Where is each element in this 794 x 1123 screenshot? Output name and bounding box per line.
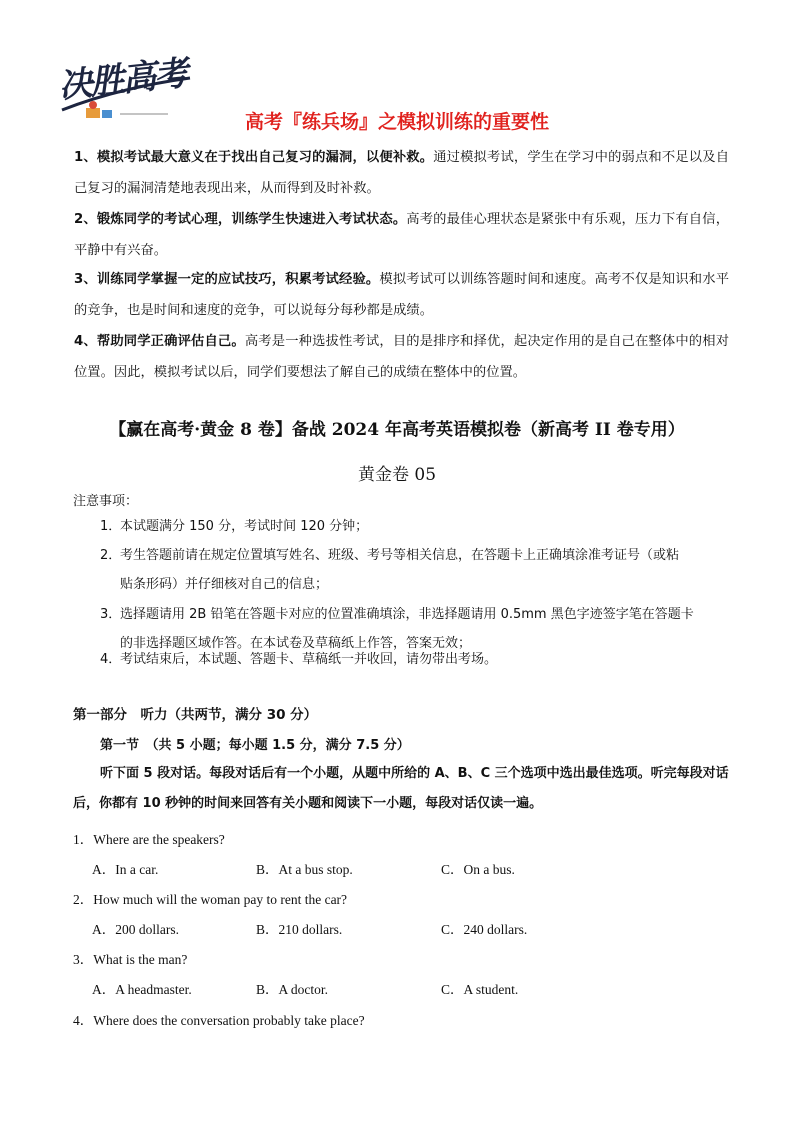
option-a: A．In a car. <box>92 862 159 877</box>
importance-body: 模拟考试可以训练答题时间和速度。高考不仅是知识和水平的竞争，也是时间和速度的竞争，可以说每分每秒都是成绩。 <box>74 272 729 318</box>
note-text: 选择题请用 2B 铅笔在答题卡对应的位置准确填涂，非选择题请用 0.5mm 黑色字迹签字笔在答题卡 <box>120 607 694 622</box>
note-number: 4． <box>100 652 122 667</box>
option-a: A．A headmaster. <box>92 982 192 997</box>
section-heading: 第一部分 听力（共两节，满分 30 分） <box>73 707 318 723</box>
notes-heading: 注意事项： <box>73 494 139 509</box>
question-4: 4．Where does the conversation probably take place? <box>73 1013 365 1028</box>
importance-lead: 4、帮助同学正确评估自己。 <box>74 334 245 349</box>
note-text-continued: 贴条形码）并仔细核对自己的信息； <box>120 577 329 592</box>
section-subheading: 第一节 （共 5 小题；每小题 1.5 分，满分 7.5 分） <box>100 738 410 753</box>
note-number: 3． <box>100 607 122 622</box>
importance-lead: 3、训练同学掌握一定的应试技巧，积累考试经验。 <box>74 272 380 287</box>
option-c: C．A student. <box>441 982 519 997</box>
importance-lead: 2、锻炼同学的考试心理，训练学生快速进入考试状态。 <box>74 212 407 227</box>
note-item-4 <box>100 645 730 674</box>
note-text-continued: 的非选择题区域作答。在本试卷及草稿纸上作答，答案无效； <box>120 636 472 651</box>
question-2: 2．How much will the woman pay to rent the car? <box>73 892 348 907</box>
importance-paragraph-3 <box>74 264 729 326</box>
option-b: B．A doctor. <box>256 982 329 997</box>
option-c: C．240 dollars. <box>441 922 528 937</box>
importance-body: 高考是一种选拔性考试，目的是排序和择优，起决定作用的是自己在整体中的相对位置。因此，模拟考试以后，同学们要想法了解自己的成绩在整体中的位置。 <box>74 334 729 380</box>
note-number: 2． <box>100 548 122 563</box>
option-c: C．On a bus. <box>441 862 515 877</box>
question-3: 3．What is the man? <box>73 952 188 967</box>
importance-paragraph-4 <box>74 326 729 388</box>
option-b: B．210 dollars. <box>256 922 343 937</box>
importance-body: 高考的最佳心理状态是紧张中有乐观，压力下有自信，平静中有兴奋。 <box>74 212 729 258</box>
option-b: B．At a bus stop. <box>256 862 353 877</box>
importance-paragraph-2 <box>74 204 729 266</box>
note-item-2 <box>100 541 730 599</box>
note-number: 1． <box>100 519 122 534</box>
importance-lead: 1、模拟考试最大意义在于找出自己复习的漏洞，以便补救。 <box>74 150 434 165</box>
note-text: 本试题满分 150 分，考试时间 120 分钟； <box>120 519 369 534</box>
importance-paragraph-1 <box>74 142 729 204</box>
note-text: 考试结束后，本试题、答题卡、草稿纸一并收回，请勿带出考场。 <box>120 652 498 667</box>
exam-subtitle: 黄金卷 05 <box>357 465 437 485</box>
option-a: A．200 dollars. <box>92 922 179 937</box>
banner-title: 高考『练兵场』之模拟训练的重要性 <box>244 111 549 133</box>
section-instruction: 听下面 5 段对话。每段对话后有一个小题，从题中所给的 A、B、C 三个选项中选出最佳选项。听完每段对话后，你都有 10 秒钟的时间来回答有关小题和阅读下一小题，每段对话仅读一遍。 <box>73 766 729 811</box>
logo-text: 决胜高考 <box>56 53 189 107</box>
exam-title: 【赢在高考·黄金 8 卷】备战 2024 年高考英语模拟卷（新高考 II 卷专用） <box>109 420 685 440</box>
question-1: 1．Where are the speakers? <box>73 832 225 847</box>
note-item-1 <box>100 512 730 541</box>
note-text: 考生答题前请在规定位置填写姓名、班级、考号等相关信息，在答题卡上正确填涂准考证号（或粘 <box>120 548 680 563</box>
importance-body: 通过模拟考试，学生在学习中的弱点和不足以及自己复习的漏洞清楚地表现出来，从而得到及时补救。 <box>74 150 729 196</box>
